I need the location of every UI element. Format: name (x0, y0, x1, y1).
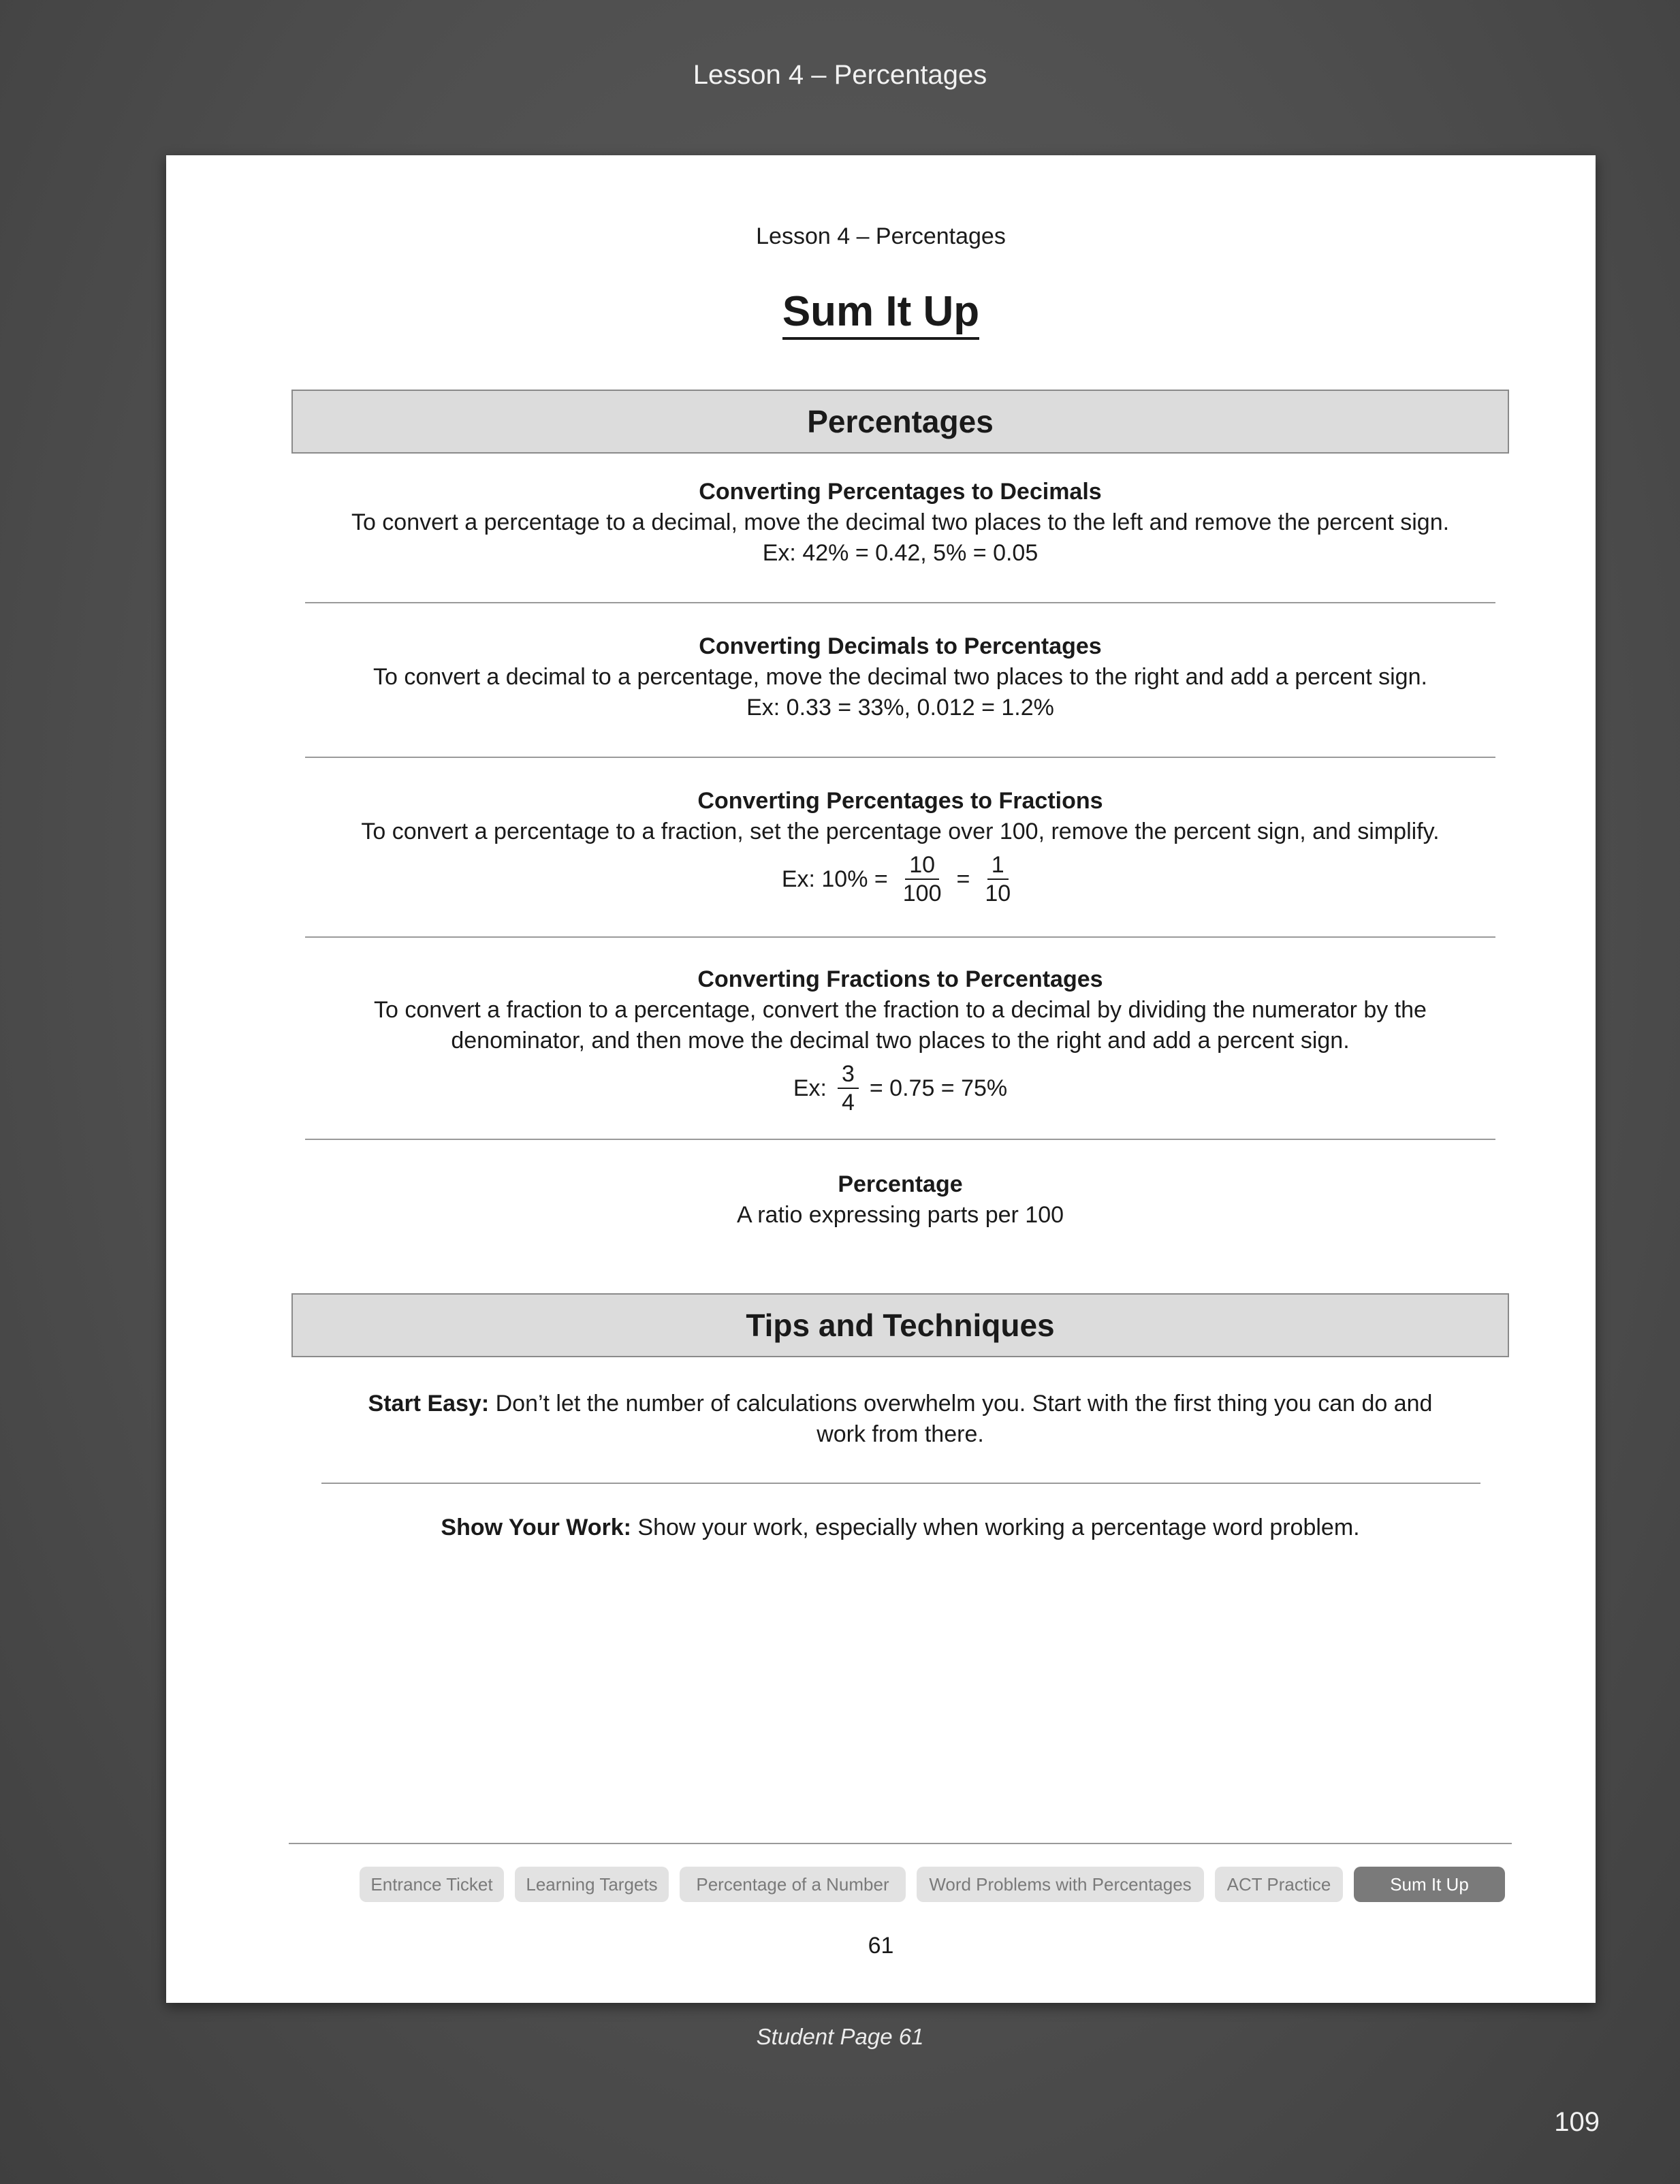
concept-block-dec-to-pct (291, 631, 1509, 723)
tip-show-work (291, 1513, 1509, 1543)
concept-text: A ratio expressing parts per 100 (736, 1202, 1064, 1228)
concept-example (291, 851, 1509, 907)
concept-example (291, 1060, 1509, 1116)
nav-tab-sum-it-up[interactable]: Sum It Up (1354, 1867, 1505, 1902)
tip-label: Show Your Work: (441, 1515, 631, 1540)
equals-sign: = (956, 866, 970, 892)
fraction (838, 1060, 859, 1116)
page-header: Lesson 4 – Percentages (756, 223, 1006, 249)
concept-text-line: denominator, and then move the decimal two places to the right and add a percent sign. (451, 1028, 1350, 1054)
nav-tab-learning-targets[interactable]: Learning Targets (515, 1867, 669, 1902)
fraction-numerator: 1 (987, 851, 1009, 880)
concept-block-pct-to-dec (291, 477, 1509, 569)
tip-line (291, 1389, 1509, 1419)
book-page-number: 109 (1554, 2107, 1600, 2137)
book-header: Lesson 4 – Percentages (693, 60, 987, 90)
divider (321, 1483, 1480, 1484)
concept-text: To convert a percentage to a decimal, move the decimal two places to the left and remove the percent sign. (351, 509, 1450, 535)
example-prefix: Ex: (793, 1075, 827, 1101)
section-header-percentages: Percentages (291, 390, 1509, 454)
page-title: Sum It Up (782, 287, 979, 340)
divider (305, 936, 1495, 938)
tip-start-easy (291, 1389, 1509, 1450)
sheet-page-number: 61 (868, 1933, 894, 1959)
concept-example: Ex: 0.33 = 33%, 0.012 = 1.2% (746, 695, 1054, 721)
nav-tab-word-problems[interactable]: Word Problems with Percentages (917, 1867, 1204, 1902)
student-page-sheet (166, 155, 1596, 2003)
concept-example: Ex: 42% = 0.42, 5% = 0.05 (762, 540, 1039, 566)
tip-text: Show your work, especially when working a percentage word problem. (631, 1515, 1360, 1540)
concept-block-definition (291, 1169, 1509, 1231)
concept-heading: Converting Percentages to Decimals (699, 479, 1102, 505)
fraction (981, 851, 1015, 907)
fraction-denominator: 4 (841, 1090, 855, 1115)
concept-text-line: To convert a fraction to a percentage, convert the fraction to a decimal by dividing the numerator by the (374, 997, 1427, 1023)
example-suffix: = 0.75 = 75% (869, 1075, 1008, 1101)
divider (305, 1139, 1495, 1140)
footer-divider (289, 1843, 1512, 1844)
nav-tab-act-practice[interactable]: ACT Practice (1215, 1867, 1343, 1902)
student-page-caption: Student Page 61 (756, 2024, 924, 2049)
concept-heading: Percentage (838, 1171, 963, 1197)
fraction (899, 851, 946, 907)
concept-text: To convert a decimal to a percentage, move the decimal two places to the right and add a percent sign. (373, 664, 1427, 690)
tip-line: work from there. (817, 1421, 984, 1447)
fraction-numerator: 3 (838, 1060, 859, 1089)
fraction-denominator: 10 (985, 881, 1011, 906)
example-prefix: Ex: 10% = (781, 866, 888, 892)
divider (305, 757, 1495, 758)
concept-heading: Converting Decimals to Percentages (699, 633, 1102, 659)
page-title-wrap (166, 287, 1596, 340)
tip-label: Start Easy: (368, 1391, 490, 1417)
lesson-nav (360, 1867, 1674, 1902)
concept-block-pct-to-frac (291, 786, 1509, 907)
fraction-numerator: 10 (905, 851, 939, 880)
concept-text: To convert a percentage to a fraction, set the percentage over 100, remove the percent sign, and simplify. (361, 819, 1440, 844)
divider (305, 602, 1495, 603)
concept-block-frac-to-pct (291, 964, 1509, 1116)
concept-heading: Converting Percentages to Fractions (697, 788, 1103, 814)
nav-tab-percentage-of-a-number[interactable]: Percentage of a Number (680, 1867, 906, 1902)
tip-line (291, 1513, 1509, 1543)
concept-heading: Converting Fractions to Percentages (697, 966, 1103, 992)
fraction-denominator: 100 (902, 881, 942, 906)
tip-text: Don’t let the number of calculations overwhelm you. Start with the first thing you can do and (489, 1391, 1433, 1417)
nav-tab-entrance-ticket[interactable]: Entrance Ticket (360, 1867, 504, 1902)
section-header-tips: Tips and Techniques (291, 1293, 1509, 1357)
